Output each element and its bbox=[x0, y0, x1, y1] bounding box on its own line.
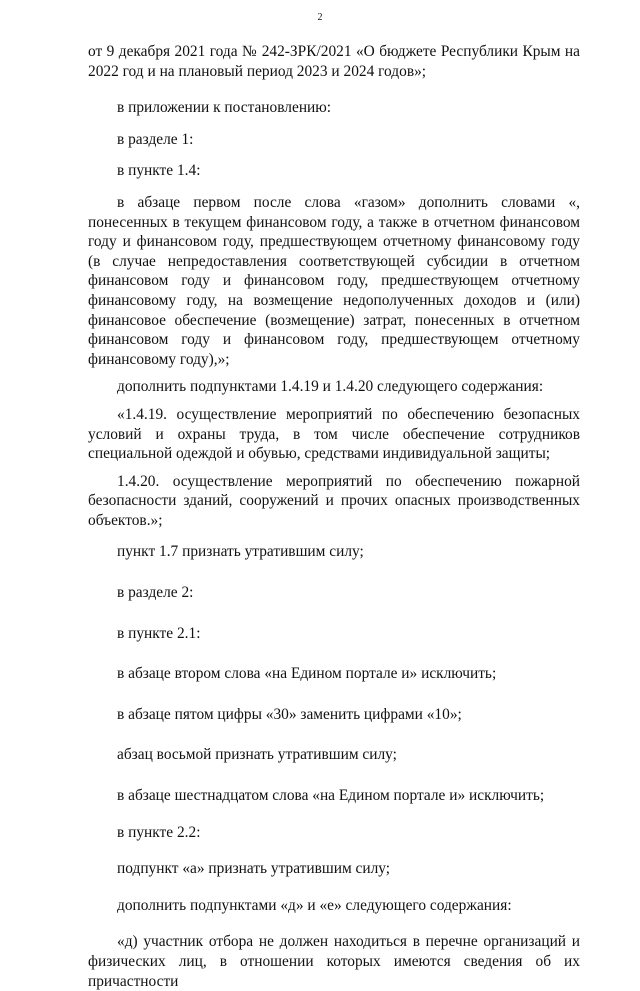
paragraph-subclause-1-4-19: «1.4.19. осуществление мероприятий по обеспечению безопасных условий и охраны труда, в том числе обеспечение сотрудников специальной одеждой и обувью, средствами индивидуальной защиты; bbox=[88, 405, 580, 463]
paragraph-law-reference: от 9 декабря 2021 года № 242-ЗРК/2021 «О бюджете Республики Крым на 2022 год и на плановый период 2023 и 2024 годов»; bbox=[88, 43, 580, 80]
paragraph-subclause-d: «д) участник отбора не должен находиться в перечне организаций и физических лиц, в отношении которых имеются сведения об их причастности bbox=[88, 933, 580, 990]
paragraph-section-2: в разделе 2: bbox=[117, 584, 194, 602]
paragraph-section-1: в разделе 1: bbox=[117, 130, 194, 148]
paragraph-clause-2-2: в пункте 2.2: bbox=[117, 823, 201, 841]
paragraph-clause-2-1: в пункте 2.1: bbox=[117, 624, 201, 642]
paragraph-eighth-abzac: абзац восьмой признать утратившим силу; bbox=[117, 746, 397, 764]
paragraph-second-abzac: в абзаце втором слова «на Едином портале и» исключить; bbox=[117, 665, 497, 683]
paragraph-add-subclauses-d-e: дополнить подпунктами «д» и «е» следующего содержания: bbox=[117, 896, 512, 914]
paragraph-appendix: в приложении к постановлению: bbox=[117, 99, 332, 117]
paragraph-subclause-1-4-20: 1.4.20. осуществление мероприятий по обеспечению пожарной безопасности зданий, сооружений и прочих опасных производственных объектов.»; bbox=[88, 472, 580, 529]
paragraph-sixteenth-abzac: в абзаце шестнадцатом слова «на Едином портале и» исключить; bbox=[117, 787, 545, 805]
paragraph-clause-1-7-void: пункт 1.7 признать утратившим силу; bbox=[117, 543, 364, 561]
paragraph-clause-1-4: в пункте 1.4: bbox=[117, 162, 201, 180]
paragraph-add-subclauses: дополнить подпунктами 1.4.19 и 1.4.20 следующего содержания: bbox=[117, 378, 544, 396]
paragraph-fifth-abzac: в абзаце пятом цифры «30» заменить цифрами «10»; bbox=[117, 705, 462, 723]
document-body bbox=[88, 42, 580, 991]
page-number: 2 bbox=[317, 12, 323, 23]
paragraph-first-abzac-amendment: в абзаце первом после слова «газом» дополнить словами «, понесенных в текущем финансовом году, а также в отчетном финансовом году и финансовом году, предшествующем отчетному финансовому году (в случае непредоставления соответствующей субсидии в отчетном финансовом году и финансовом году, предшествующем отчетному финансовому году, на возмещение недополученных доходов и (или) финансовое обеспечение (возмещение) затрат, понесенных в отчетном финансовом году и финансовом году, предшествующем отчетному финансовому году),»; bbox=[88, 193, 580, 368]
paragraph-subclause-a-void: подпункт «а» признать утратившим силу; bbox=[117, 860, 391, 878]
